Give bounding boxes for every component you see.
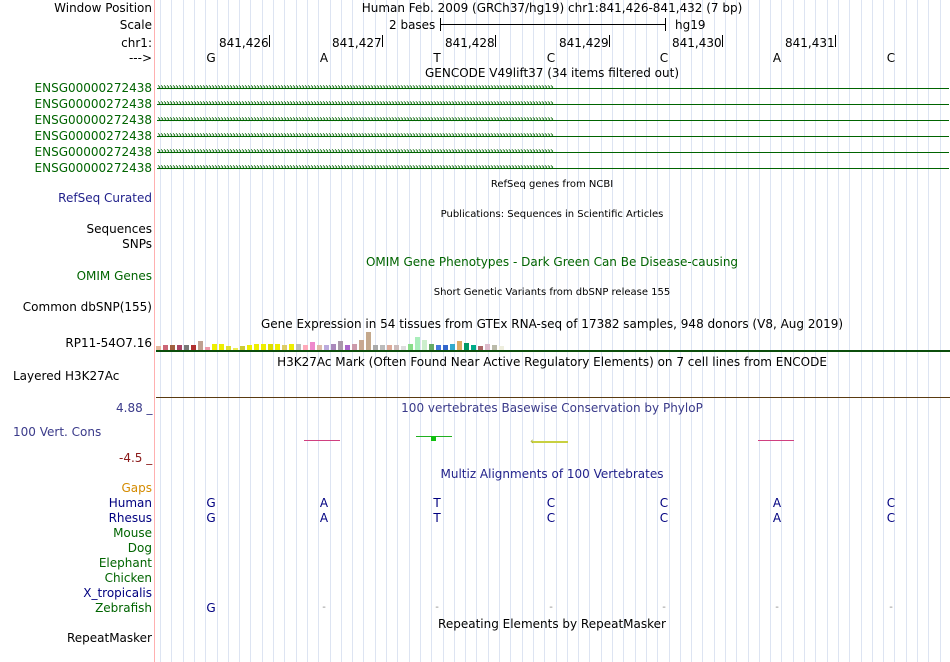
ruler-tick [495,35,496,47]
ruler-position-label: 841,430 [672,36,722,50]
ruler-position-label: 841,431 [785,36,835,50]
multiz-aligned-base: C [659,511,669,525]
gtex-tissue-bar[interactable] [422,340,427,350]
gencode-gene-feature[interactable] [157,81,949,95]
omim-label[interactable]: OMIM Genes [76,269,152,283]
phylop-mark-3-arrow: ‹ [530,437,534,447]
gtex-tissue-bar[interactable] [464,343,469,350]
reference-base: A [319,51,329,65]
refseq-label[interactable]: RefSeq Curated [58,191,152,205]
gencode-gene-feature[interactable] [157,97,949,111]
ruler-tick [382,35,383,47]
gtex-tissue-bar[interactable] [457,341,462,350]
chrom-label: chr1: [121,36,152,50]
scale-bar-left-tick [440,18,441,31]
gtex-title[interactable]: Gene Expression in 54 tissues from GTEx RNA-seq of 17382 samples, 948 donors (V8, Aug 2019) [260,317,844,331]
gtex-separator [156,350,950,352]
multiz-aligned-base: A [772,511,782,525]
multiz-species-label[interactable]: Dog [127,541,152,555]
gencode-gene-label[interactable]: ENSG00000272438 [34,81,152,95]
ruler-tick [835,35,836,47]
multiz-aligned-base: G [206,496,216,510]
scale-bar [440,24,666,25]
dbsnp-title[interactable]: Short Genetic Variants from dbSNP release 155 [433,287,671,298]
ruler-tick [269,35,270,47]
h3k27ac-label[interactable]: Layered H3K27Ac [13,369,120,383]
multiz-species-label[interactable]: Mouse [113,526,152,540]
gtex-tissue-bar[interactable] [310,342,315,350]
gencode-gene-feature[interactable] [157,113,949,127]
dbsnp-label[interactable]: Common dbSNP(155) [22,300,152,314]
multiz-gaps-label: Gaps [121,481,152,495]
multiz-species-label[interactable]: Human [108,496,152,510]
multiz-aligned-base: - [889,602,893,613]
multiz-aligned-base: A [772,496,782,510]
multiz-aligned-base: - [775,602,779,613]
ruler-position-label: 841,427 [332,36,382,50]
multiz-aligned-base: - [435,602,439,613]
publications-sequences-label[interactable]: Sequences [86,222,152,236]
strand-arrows: ›››››››››››››››››››››››››››››››››››››››››››››››››››››››››››››››››››››››››››››››››››››››››››››››››››››››››››››››››››››››››››››››››››› [157,146,553,157]
gencode-gene-label[interactable]: ENSG00000272438 [34,113,152,127]
gencode-gene-feature[interactable] [157,161,949,175]
gtex-tissue-bar[interactable] [338,341,343,350]
publications-title[interactable]: Publications: Sequences in Scientific Articles [440,209,664,220]
scale-value: 2 bases [389,18,436,32]
ruler-position-label: 841,428 [445,36,495,50]
multiz-aligned-base: - [322,602,326,613]
gtex-tissue-bar[interactable] [198,341,203,350]
phylop-label[interactable]: 100 Vert. Cons [13,425,102,439]
window-position-value: Human Feb. 2009 (GRCh37/hg19) chr1:841,426-841,432 (7 bp) [361,1,743,15]
reference-base: C [886,51,896,65]
multiz-species-label[interactable]: Chicken [104,571,152,585]
multiz-aligned-base: G [206,601,216,615]
multiz-aligned-base: C [659,496,669,510]
strand-arrows: ›››››››››››››››››››››››››››››››››››››››››››››››››››››››››››››››››››››››››››››››››››››››››››››››››››››››››››››››››››››››››››››››››››› [157,130,553,141]
window-position-label: Window Position [54,1,152,15]
multiz-aligned-base: T [433,511,441,525]
scale-assembly: hg19 [675,18,706,32]
gencode-gene-feature[interactable] [157,129,949,143]
repeatmasker-title[interactable]: Repeating Elements by RepeatMasker [438,617,666,631]
multiz-aligned-base: C [886,496,896,510]
phylop-title[interactable]: 100 vertebrates Basewise Conservation by PhyloP [401,401,703,415]
multiz-aligned-base: - [549,602,553,613]
repeatmasker-label[interactable]: RepeatMasker [66,631,152,645]
gtex-tissue-bar[interactable] [359,340,364,350]
reference-base: T [433,51,441,65]
phylop-mark-4 [758,440,794,441]
phylop-max-label: 4.88 _ [116,401,153,415]
ruler-position-label: 841,426 [219,36,269,50]
phylop-mark-1 [304,440,340,441]
gencode-gene-label[interactable]: ENSG00000272438 [34,145,152,159]
gtex-label[interactable]: RP11-54O7.16 [65,336,152,350]
multiz-species-label[interactable]: Zebrafish [95,601,152,615]
reference-base: A [772,51,782,65]
publications-snps-label[interactable]: SNPs [122,237,152,251]
reference-base: G [206,51,216,65]
multiz-aligned-base: T [433,496,441,510]
phylop-min-label: -4.5 _ [119,451,153,465]
strand-arrows: ›››››››››››››››››››››››››››››››››››››››››››››››››››››››››››››››››››››››››››››››››››››››››››››››››››››››››››››››››››››››››››››››››››› [157,82,553,93]
multiz-aligned-base: G [206,511,216,525]
multiz-aligned-base: - [662,602,666,613]
omim-title[interactable]: OMIM Gene Phenotypes - Dark Green Can Be Disease-causing [365,255,739,269]
strand-arrows: ›››››››››››››››››››››››››››››››››››››››››››››››››››››››››››››››››››››››››››››››››››››››››››››››››››››››››››››››››››››››››››››››››››› [157,98,553,109]
multiz-aligned-base: C [546,496,556,510]
multiz-aligned-base: C [886,511,896,525]
multiz-aligned-base: A [319,496,329,510]
gencode-gene-feature[interactable] [157,145,949,159]
phylop-mark-2-peak [431,436,436,441]
multiz-species-label[interactable]: Rhesus [108,511,152,525]
strand-arrows: ›››››››››››››››››››››››››››››››››››››››››››››››››››››››››››››››››››››››››››››››››››››››››››››››››››››››››››››››››››››››››››››››››››› [157,114,553,125]
multiz-aligned-base: A [319,511,329,525]
multiz-aligned-base: C [546,511,556,525]
gtex-tissue-bar[interactable] [415,337,420,350]
strand-arrows: ›››››››››››››››››››››››››››››››››››››››››››››››››››››››››››››››››››››››››››››››››››››››››››››››››››››››››››››››››››››››››››››››››››› [157,162,553,173]
gtex-tissue-bar[interactable] [366,332,371,350]
ruler-position-label: 841,429 [559,36,609,50]
multiz-species-label[interactable]: X_tropicalis [83,586,152,600]
phylop-mark-3 [532,441,568,443]
reference-base: C [659,51,669,65]
gencode-gene-label[interactable]: ENSG00000272438 [34,129,152,143]
gencode-gene-label[interactable]: ENSG00000272438 [34,97,152,111]
reference-base: C [546,51,556,65]
scale-label: Scale [119,18,152,32]
h3k27ac-baseline [156,397,950,398]
multiz-title[interactable]: Multiz Alignments of 100 Vertebrates [440,467,664,481]
gencode-gene-label[interactable]: ENSG00000272438 [34,161,152,175]
gtex-bar-chart[interactable] [156,330,536,350]
h3k27ac-title[interactable]: H3K27Ac Mark (Often Found Near Active Regulatory Elements) on 7 cell lines from ENCODE [277,355,827,369]
gencode-title[interactable]: GENCODE V49lift37 (34 items filtered out) [424,66,679,80]
scale-bar-right-tick [665,18,666,31]
refseq-title[interactable]: RefSeq genes from NCBI [490,179,614,190]
ruler-tick [722,35,723,47]
strand-label: ---> [128,51,152,65]
multiz-species-label[interactable]: Elephant [98,556,152,570]
ruler-tick [609,35,610,47]
